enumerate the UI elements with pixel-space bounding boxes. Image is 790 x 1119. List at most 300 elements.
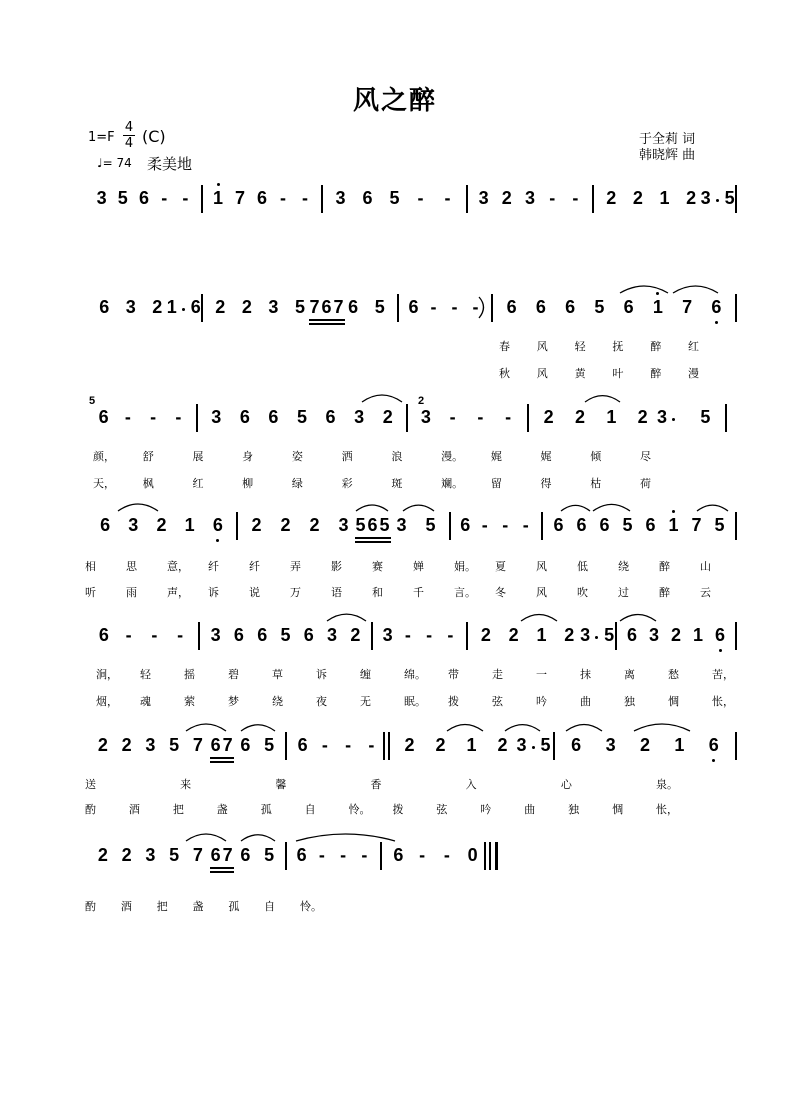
note: 6: [408, 297, 419, 317]
note: 3: [268, 297, 279, 317]
lyric-syllable: 绿: [291, 477, 303, 490]
note: 6: [210, 735, 221, 755]
slur-arc: [356, 505, 388, 511]
note: 2: [382, 407, 393, 427]
dash-sign: -: [125, 625, 132, 645]
note: 6: [553, 515, 564, 535]
lyric-syllable: 赛: [372, 560, 383, 573]
note: 7: [682, 297, 693, 317]
dash-sign: -: [522, 515, 529, 535]
lyric-syllable: 吟: [480, 803, 492, 816]
note: 2: [606, 188, 617, 208]
lyric-syllable: 来: [180, 778, 192, 791]
lyric-syllable: 离: [624, 668, 635, 681]
note: 6: [98, 407, 109, 427]
lyric-syllable: 酌: [85, 900, 96, 913]
note: 2: [435, 735, 446, 755]
dash-sign: -: [449, 407, 456, 427]
note: 2: [309, 515, 320, 535]
lyric-syllable: 纤: [249, 560, 260, 573]
lyric-syllable: 黄: [574, 367, 586, 380]
note: 6: [296, 845, 307, 865]
lyric-syllable: 独: [624, 695, 635, 708]
note: 6: [325, 407, 336, 427]
dash-sign: -: [481, 515, 488, 535]
note: 6: [268, 407, 279, 427]
lyric-syllable: 送: [85, 778, 96, 791]
note: 6: [99, 297, 110, 317]
lyric-syllable: 抹: [580, 668, 591, 681]
lyric-syllable: 醉: [659, 560, 670, 573]
note: 2: [121, 735, 132, 755]
lyric-syllable: 斓。: [441, 477, 464, 490]
lyric-syllable: 诉: [316, 668, 327, 681]
slur-arc: [620, 286, 668, 293]
slur-arc: [585, 396, 620, 402]
note: 6: [599, 515, 610, 535]
page-title: 风之醉: [352, 86, 437, 116]
lyric-syllable: 弦: [492, 695, 503, 708]
lyric-syllable: 草: [272, 668, 283, 681]
note: 5: [117, 188, 128, 208]
note: 3: [605, 735, 616, 755]
dash-sign: -: [472, 297, 479, 317]
note: 3: [580, 625, 591, 645]
dash-sign: -: [419, 845, 426, 865]
lyric-syllable: 走: [492, 668, 503, 681]
note: 1: [674, 735, 685, 755]
slur-arc: [673, 286, 718, 293]
note: 3: [700, 188, 711, 208]
time-signature-top: 4: [124, 120, 134, 135]
lyric-syllable: 枯: [590, 477, 602, 490]
lyric-syllable: 彩: [341, 477, 353, 490]
note: 2: [670, 625, 681, 645]
note: 2: [632, 188, 643, 208]
slur-arc: [362, 395, 402, 402]
note: 2: [639, 735, 650, 755]
slur-arc: [186, 724, 226, 731]
note: 2: [564, 625, 575, 645]
note: 6: [571, 735, 582, 755]
lyric-syllable: 红: [688, 340, 699, 353]
lyric-syllable: 风: [536, 340, 548, 353]
lyric-syllable: 云: [700, 586, 711, 599]
dash-sign: -: [451, 297, 458, 317]
lyric-syllable: 轻: [140, 668, 151, 681]
slur-arc: [634, 724, 690, 731]
note: 2: [241, 297, 252, 317]
lyric-syllable: 眠。: [404, 695, 426, 708]
lyric-syllable: 醉: [650, 340, 662, 353]
key-signature: 1=F: [88, 130, 115, 145]
lyric-syllable: 风: [536, 367, 548, 380]
note: 6: [623, 297, 634, 317]
note: 3: [396, 515, 407, 535]
note: 2: [480, 625, 491, 645]
note: 5: [296, 407, 307, 427]
note: 2: [97, 845, 108, 865]
note: 6: [257, 625, 268, 645]
note: 2: [404, 735, 415, 755]
tempo-marking: ♩= 74: [97, 156, 132, 170]
note: 6: [210, 845, 221, 865]
note: 6: [256, 188, 267, 208]
note: 7: [192, 845, 203, 865]
lyric-syllable: 柳: [242, 477, 254, 490]
dash-sign: -: [447, 625, 454, 645]
note: 6: [506, 297, 517, 317]
note: 2: [350, 625, 361, 645]
dash-sign: -: [340, 845, 347, 865]
note: 5: [374, 297, 385, 317]
lyric-syllable: 叶: [612, 367, 624, 380]
slur-arc: [186, 834, 226, 841]
slur-arc: [327, 614, 366, 621]
lyric-syllable: 弄: [290, 560, 301, 573]
note: 7: [192, 735, 203, 755]
lyric-syllable: 过: [618, 586, 629, 599]
lyric-syllable: 漫。: [441, 450, 464, 463]
note: 6: [190, 297, 201, 317]
dash-sign: -: [361, 845, 368, 865]
dash-sign: -: [443, 845, 450, 865]
lyric-syllable: 娟。: [454, 560, 476, 573]
note: 6: [100, 515, 111, 535]
dash-sign: -: [151, 625, 158, 645]
slur-arc: [296, 834, 395, 841]
note: 5: [379, 515, 390, 535]
note: 6: [367, 515, 378, 535]
dash-sign: -: [175, 407, 182, 427]
lyric-syllable: 语: [331, 586, 342, 599]
lyric-syllable: 身: [242, 450, 254, 463]
note: 5: [594, 297, 605, 317]
note: 1: [536, 625, 547, 645]
note: 2: [543, 407, 554, 427]
lyric-syllable: 吹: [577, 586, 588, 599]
lyric-syllable: 斑: [391, 477, 403, 490]
note: 2: [574, 407, 585, 427]
note: 3: [96, 188, 107, 208]
dash-sign: -: [572, 188, 579, 208]
note: 5: [622, 515, 633, 535]
lyric-syllable: 怜。: [348, 803, 371, 816]
lyric-syllable: 碧: [228, 668, 239, 681]
note: 6: [535, 297, 546, 317]
lyric-syllable: 自: [304, 803, 316, 816]
note: 1: [659, 188, 670, 208]
lyric-syllable: 拨: [448, 695, 459, 708]
dash-sign: -: [321, 735, 328, 755]
lyric-syllable: 诉: [208, 586, 219, 599]
note: 6: [576, 515, 587, 535]
note: 3: [420, 407, 431, 427]
lyric-syllable: 带: [448, 668, 459, 681]
dash-sign: -: [417, 188, 424, 208]
lyric-syllable: 秋: [499, 367, 510, 380]
dash-sign: -: [426, 625, 433, 645]
lyric-syllable: 酒: [120, 900, 132, 913]
note: 3: [210, 625, 221, 645]
note: 2: [497, 735, 508, 755]
note: 2: [121, 845, 132, 865]
dash-sign: -: [549, 188, 556, 208]
note: 1: [166, 297, 177, 317]
lyric-syllable: 千: [413, 586, 424, 599]
lyric-syllable: 姿: [291, 450, 303, 463]
dash-sign: -: [161, 188, 168, 208]
note: 2: [280, 515, 291, 535]
note: 5: [355, 515, 366, 535]
lyric-syllable: 言。: [454, 586, 476, 599]
note: 1: [184, 515, 195, 535]
dash-sign: -: [505, 407, 512, 427]
slur-arc: [447, 725, 483, 732]
composer-credit: 韩晓辉 曲: [639, 148, 696, 163]
note: 5: [604, 625, 615, 645]
note: 6: [321, 297, 332, 317]
lyric-syllable: 天，: [93, 477, 115, 490]
dash-sign: -: [318, 845, 325, 865]
lyric-syllable: 惆: [668, 695, 679, 708]
lyric-syllable: 缠: [360, 668, 371, 681]
note: 5: [700, 407, 711, 427]
lyric-syllable: 绵。: [404, 668, 426, 681]
note: 6: [98, 625, 109, 645]
lyric-syllable: 意，: [167, 560, 189, 573]
lyric-syllable: 婵: [413, 560, 424, 573]
note: 2: [501, 188, 512, 208]
lyricist-credit: 于全莉 词: [639, 132, 696, 147]
lyric-syllable: 泉。: [656, 778, 678, 791]
dash-sign: -: [280, 188, 286, 208]
lyric-syllable: 和: [372, 586, 383, 599]
note: 6: [212, 515, 223, 535]
lyric-syllable: 梦: [228, 695, 239, 708]
time-signature-bottom: 4: [124, 136, 134, 151]
lyric-syllable: 红: [192, 477, 204, 490]
lyric-syllable: 愁: [668, 668, 679, 681]
lyric-syllable: 把: [156, 900, 168, 913]
lyric-syllable: 尽: [640, 450, 651, 463]
slur-arc: [241, 835, 275, 841]
note: 3: [478, 188, 489, 208]
note: 5: [425, 515, 436, 535]
note: 3: [524, 188, 535, 208]
lyric-syllable: 孤: [260, 803, 272, 816]
lyric-syllable: 夏: [495, 560, 506, 573]
lyric-syllable: 雨: [126, 586, 137, 599]
lyric-syllable: 冬: [495, 586, 506, 599]
lyric-syllable: 低: [577, 560, 588, 573]
lyric-syllable: 展: [192, 450, 204, 463]
dash-sign: -: [182, 188, 189, 208]
lyric-syllable: 烟，: [96, 695, 118, 708]
note: 7: [691, 515, 702, 535]
note: 1: [652, 297, 663, 317]
lyric-syllable: 风: [536, 586, 547, 599]
note: 5: [540, 735, 551, 755]
note: 2: [156, 515, 167, 535]
note: 6: [239, 407, 250, 427]
note: 7: [222, 845, 233, 865]
lyric-syllable: 醉: [650, 367, 662, 380]
lyric-syllable: 香: [370, 778, 382, 791]
lyric-syllable: 曲: [524, 803, 536, 816]
note: 5: [724, 188, 735, 208]
lyric-syllable: 枫: [142, 477, 154, 490]
note: 6: [393, 845, 404, 865]
note: 6: [138, 188, 149, 208]
lyric-syllable: 吟: [536, 695, 547, 708]
lyric-syllable: 孤: [228, 900, 240, 913]
lyric-syllable: 绕: [272, 695, 283, 708]
note: 3: [211, 407, 222, 427]
lyric-syllable: 山: [700, 560, 711, 573]
lyric-syllable: 盏: [192, 900, 204, 913]
lyric-syllable: 心: [560, 778, 572, 791]
dash-sign: -: [302, 188, 308, 208]
grace-note: 5: [88, 395, 96, 407]
lyric-syllable: 轻: [574, 340, 586, 353]
note: 7: [333, 297, 344, 317]
lyric-syllable: 盏: [216, 803, 228, 816]
slur-arc: [620, 615, 656, 622]
lyric-syllable: 漫: [688, 367, 699, 380]
lyric-syllable: 留: [490, 477, 502, 490]
lyric-syllable: 浪: [391, 450, 403, 463]
lyric-syllable: 荷: [640, 477, 651, 490]
note: 6: [711, 297, 722, 317]
lyric-syllable: 娓: [540, 450, 552, 463]
note: 5: [389, 188, 400, 208]
phrase-bracket: [479, 297, 484, 318]
note: 5: [294, 297, 305, 317]
lyric-syllable: 春: [499, 340, 510, 353]
note: 2: [251, 515, 262, 535]
note: 3: [125, 297, 136, 317]
dash-sign: -: [444, 188, 451, 208]
note: 6: [565, 297, 576, 317]
dash-sign: -: [477, 407, 484, 427]
note: 6: [645, 515, 656, 535]
note: 1: [606, 407, 617, 427]
lyric-syllable: 无: [360, 695, 371, 708]
lyric-syllable: 酒: [128, 803, 140, 816]
lyric-syllable: 酌: [85, 803, 96, 816]
slur-arc: [566, 725, 602, 732]
lyric-syllable: 摇: [184, 668, 195, 681]
lyric-syllable: 洒: [341, 450, 353, 463]
note: 3: [327, 625, 338, 645]
note: 3: [128, 515, 139, 535]
slur-arc: [505, 725, 540, 731]
lyric-syllable: 拨: [392, 803, 404, 816]
note: 2: [686, 188, 697, 208]
note: 3: [382, 625, 393, 645]
lyric-syllable: 万: [290, 586, 301, 599]
lyric-syllable: 纤: [208, 560, 219, 573]
slur-arc: [118, 504, 158, 511]
note: 1: [668, 515, 679, 535]
note: 5: [280, 625, 291, 645]
lyric-syllable: 说: [249, 586, 260, 599]
lyric-syllable: 弦: [436, 803, 448, 816]
lyric-syllable: 得: [540, 477, 552, 490]
note: 1: [212, 188, 223, 208]
lyric-syllable: 颜，: [93, 450, 115, 463]
mode-label: (C): [142, 127, 166, 146]
dash-sign: -: [430, 297, 437, 317]
lyric-syllable: 夜: [316, 695, 327, 708]
lyric-syllable: 萦: [184, 695, 195, 708]
grace-note: 2: [417, 395, 425, 407]
note: 2: [97, 735, 108, 755]
note: 6: [240, 735, 251, 755]
note: 1: [466, 735, 477, 755]
note: 3: [338, 515, 349, 535]
lyric-syllable: 怅，: [712, 695, 734, 708]
lyric-syllable: 相: [85, 560, 96, 573]
lyric-syllable: 怅，: [656, 803, 678, 816]
slur-arc: [241, 725, 275, 731]
note: 5: [264, 735, 275, 755]
dash-sign: -: [177, 625, 184, 645]
lyric-syllable: 馨: [275, 778, 287, 791]
dash-sign: -: [345, 735, 352, 755]
note: 6: [233, 625, 244, 645]
lyric-syllable: 绕: [618, 560, 629, 573]
note: 6: [240, 845, 251, 865]
note: 2: [152, 297, 163, 317]
note: 2: [215, 297, 226, 317]
note: 3: [145, 735, 156, 755]
lyric-syllable: 独: [568, 803, 580, 816]
dash-sign: -: [150, 407, 157, 427]
lyric-syllable: 把: [172, 803, 184, 816]
lyric-syllable: 涧，: [96, 668, 118, 681]
note: 3: [335, 188, 346, 208]
dash-sign: -: [502, 515, 509, 535]
slur-arc: [561, 505, 590, 511]
note: 7: [222, 735, 233, 755]
lyric-syllable: 声，: [167, 586, 189, 599]
note: 3: [648, 625, 659, 645]
note: 6: [348, 297, 359, 317]
lyric-syllable: 思: [126, 560, 137, 573]
lyric-syllable: 自: [264, 900, 276, 913]
lyric-syllable: 入: [465, 778, 477, 791]
note: 3: [516, 735, 527, 755]
lyric-syllable: 苦，: [712, 668, 734, 681]
note: 5: [169, 845, 180, 865]
note: 3: [145, 845, 156, 865]
note: 7: [234, 188, 245, 208]
slur-arc: [403, 505, 434, 511]
note: 2: [508, 625, 519, 645]
note: 6: [626, 625, 637, 645]
lyric-syllable: 醉: [659, 586, 670, 599]
note: 6: [362, 188, 373, 208]
note: 5: [169, 735, 180, 755]
note: 6: [297, 735, 308, 755]
dash-sign: -: [368, 735, 375, 755]
lyric-syllable: 娓: [490, 450, 502, 463]
lyric-syllable: 抚: [612, 340, 624, 353]
note: 6: [708, 735, 719, 755]
lyric-syllable: 曲: [580, 695, 591, 708]
